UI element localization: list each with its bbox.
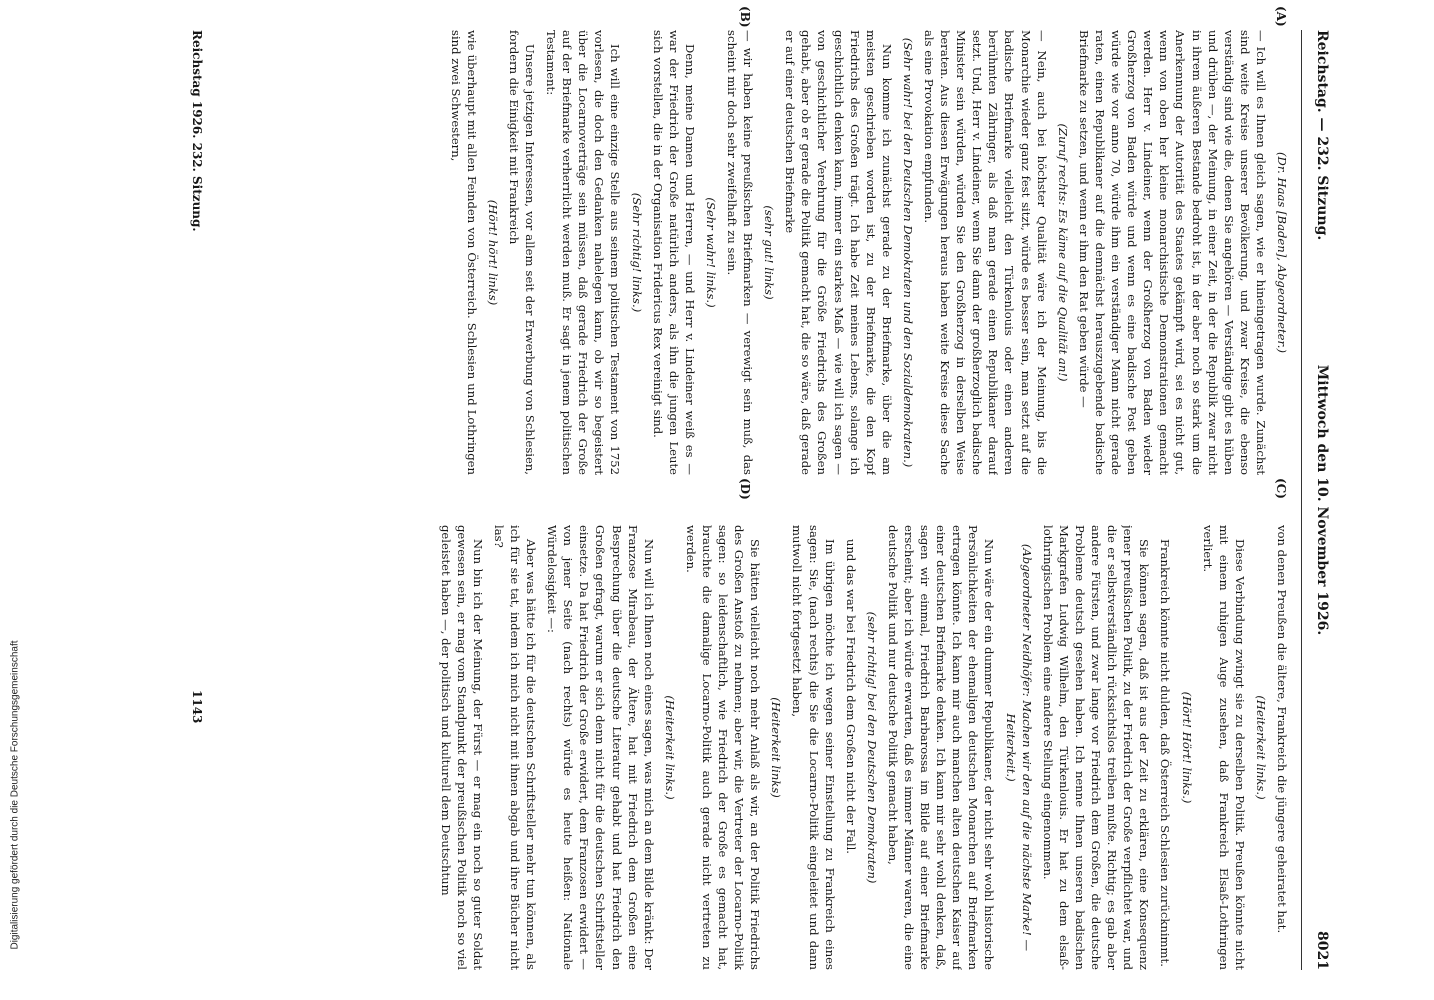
margin-mark-d: (D) — [738, 478, 752, 500]
paragraph: von denen Preußen die ältere, Frankreich die jüngere geheiratet hat. — [1275, 525, 1289, 934]
paragraph: (Dr. Haas [Baden], Abgeordneter.) — [1275, 152, 1289, 353]
watermark-text: Digitalisierung gefördert durch die Deutsche Forschungsgemeinschaft — [9, 640, 21, 950]
paragraph: wie überhaupt mit allen Feinden von Österreich. Schlesien und Lothringen sind zwei Schwestern, — [448, 30, 479, 475]
margin-mark-b: (B) — [738, 6, 752, 28]
paragraph: (sehr gut! links) — [762, 205, 777, 300]
paragraph: — Ich will es Ihnen gleich sagen, wie er hineingetragen wurde. Zunächst sind weite Kreise unserer Bevölkerung, und zwar Kreise, die ebenso verständig sind wie die, denen Sie angehören — Verständige gibt es hüben und drüben —, der Meinung, in einer Zeit, in der die Republik zwar nicht in ihrem äußeren Bestande bedroht ist, in der aber noch so stark um die Anerkennung der Autorität des Staates gekämpft wird, sei es nicht gut, wenn von oben her kleine monarchistische Demonstrationen gemacht werden. Herr v. Lindeiner, wenn der Großherzog von Baden wieder Großherzog von Baden würde und wenn es eine badische Post geben würde wie vor anno 70, würde ihm ein verständiger Mann nicht gerade raten, einen Republikaner auf die demnächst herauszugebende badische Briefmarke zu setzen, und wenn er ihm den Rat geben würde — — [1076, 30, 1268, 475]
paragraph: Aber was hätte ich für die deutschen Schriftsteller mehr tun können, als ich für sie tat, indem ich mich nicht mit ihnen abgab und ihre Bücher nicht las? — [491, 525, 539, 970]
paragraph: (Zuruf rechts: Es käme auf die Qualität an!) — [1055, 123, 1070, 382]
header-date: Mittwoch den 10. November 1926. — [1314, 364, 1330, 636]
paragraph: Diese Verbindung zwingt sie zu derselben Politik. Preußen könnte nicht mit einem ruhigen Auge zusehen, daß Frankreich Elsaß-Lothringen verliert. — [1200, 525, 1247, 970]
paragraph: und das war bei Friedrich dem Großen nicht der Fall. — [843, 539, 858, 854]
paragraph: Im übrigen möchte ich wegen seiner Einstellung zu Frankreich eines sagen: Sie, (nach rechts) die Sie die Locarno-Politik eingeleitet und dann mutwoll nicht fortgesetzt haben, — [790, 525, 837, 970]
paragraph: Ich will eine einzige Stelle aus seinem politischen Testament von 1752 vorlesen, die doch den Gedanken nahelegen kann, ob wir so begeistert über die Locarnoverträge sein müssen, daß gerade Friedrich der Große auf der Briefmarke verherrlicht werden muß. Er sagt in jenem politischen Testament: — [544, 30, 623, 475]
right-column — [210, 525, 1290, 970]
paragraph: Nun komme ich zunächst gerade zu der Briefmarke, über die am meisten geschrieben worden ist, zu der Briefmarke, die den Kopf Friedrichs des Großen trägt. Ich habe Zeit meines Lebens, solange ich geschichtlich denken kann, immer ein starkes Maß — wie will ich sagen — von geschichtlicher Verehrung für die Größe Friedrichs des Großen gehabt, aber ob er gerade die Politik gemacht hat, die so wäre, daß gerade er auf einer deutschen Briefmarke — [783, 30, 894, 475]
paragraph: Denn, meine Damen und Herren, — und Herr v. Lindeiner weiß es — war der Friedrich der Große natürlich anders, als ihn die jungen Leute sich vorstellen, die in der Organisation Fridericus Rex vereinigt sind. — [650, 30, 697, 475]
paragraph: (sehr richtig! bei den Deutschen Demokraten) — [864, 611, 879, 884]
paragraph: Unsere jetzigen Interessen, vor allem seit der Erwerbung von Schlesien, fordern die Einigkeit mit Frankreich — [506, 30, 537, 475]
paragraph: (Hört! hört! links) — [485, 199, 500, 306]
header-rule — [1301, 30, 1302, 970]
header-page-number: 8021 — [1314, 931, 1330, 970]
paragraph: — wir haben keine preußischen Briefmarken — verewigt sein muß, das scheint mir doch sehr zweifelhaft zu sein. — [725, 30, 756, 475]
document-page — [62, 0, 1372, 1000]
header-left: Reichstag. — 232. Sitzung. — [1314, 30, 1330, 241]
paragraph: (Sehr richtig! links.) — [629, 192, 644, 313]
paragraph: Frankreich könnte nicht dulden, daß Österreich Schlesien zurücknimmt. — [1158, 539, 1173, 967]
left-column — [210, 30, 1290, 475]
paragraph: Sie hätten vielleicht noch mehr Anlaß als wir, an der Politik Friedrichs des Großen Anstoß zu nehmen; aber wir, die Vertreter der Locarno-Politik sagen: so leidenschaftlich, wie Friedrich der Große es gemacht hat, brauchte die damalige Locarno-Politik auch gerade nicht vertreten zu werden. — [683, 525, 763, 970]
margin-mark-a: (A) — [1274, 6, 1288, 27]
page-header — [1304, 30, 1330, 970]
footer-session: Reichstag 1926. 232. Sitzung. — [190, 30, 204, 232]
paragraph: Nun wäre der ein dummer Republikaner, der nicht sehr wohl historische Persönlichkeiten der ehemaligen deutschen Monarchen auf Briefmarken ertragen könnte. Ich kann mir auch manchen alten deutschen Kaiser auf einer deutschen Briefmarke denken. Ich kann mir sehr wohl denken, daß, sagen wir einmal, Friedrich Barbarossa im Bilde auf einer Briefmarke erscheint; aber ich würde erwarten, daß es immer Männer waren, die eine deutsche Politik und nur deutsche Politik gemacht haben, — [885, 525, 997, 970]
margin-mark-c: (C) — [1274, 478, 1288, 499]
paragraph: Sie können sagen, daß ist aus der Zeit zu erklären, eine Konsequenz jener preußischen Politik, zu der Friedrich der Große verpflichtet war, und die er selbstverständlich rücksichtslos treiben mußte. Richtig; es gab aber andere Fürsten, und zwar lange vor Friedrich dem Großen, die deutsche Probleme deutsch gesehen haben. Ich nenne Ihnen unseren badischen Markgrafen Ludwig Wilhelm, den Türkenlouis. Er hat zu dem elsaß-lothringischen Problem eine andere Stellung eingenommen. — [1040, 525, 1152, 970]
paragraph: Nun will ich Ihnen noch eines sagen, was mich an dem Bilde kränkt: Der Franzose Mirabeau, der Ältere, hat mit Friedrich dem Großen eine Besprechung über die deutsche Literatur gehabt und hat Friedrich den Großen gefragt, warum er sich denn nicht für die deutschen Schriftsteller einsetze. Da hat Friedrich der Große erwidert, dem Franzosen erwidert — von jener Seite (nach rechts) würde es heute heißen: Nationale Würdelosigkeit —: — [545, 525, 656, 970]
paragraph: (Heiterkeit links) — [769, 697, 784, 798]
paragraph: — Nein, auch bei höchster Qualität wäre ich der Meinung, bis die Monarchie wieder ganz fest sitzt, würde es besser sein, man setzt auf die badische Briefmarke vielleicht den Türkenlouis oder einen anderen berühmten Zähringer, als daß man gerade einen Republikaner darauf setzt. Und, Herr v. Lindeiner, wenn Sie dann der großherzoglich badische Minister sein würden, würden Sie den Großherzog in derselben Weise beraten. Aus diesen Erwägungen heraus haben weite Kreise diese Sache als eine Provokation empfunden. — [922, 30, 1049, 475]
footer-page-number: 1143 — [190, 690, 204, 724]
paragraph: (Sehr wahr! links.) — [703, 197, 718, 308]
paragraph: (Sehr wahr! bei den Deutschen Demokraten und den Sozialdemokraten.) — [900, 37, 915, 468]
paragraph: (Abgeordneter Neidhöfer: Machen wir den auf die nächste Marke! — Heiterkeit.) — [1003, 543, 1034, 952]
paragraph: (Hört! Hört! links.) — [1179, 691, 1194, 804]
paragraph: (Heiterkeit links.) — [662, 695, 677, 800]
paragraph: (Heiterkeit links.) — [1253, 695, 1268, 800]
funding-watermark — [4, 600, 26, 990]
paragraph: Nun bin ich der Meinung, der Fürst — er mag ein noch so guter Soldat gewesen sein, er mag vom Standpunkt der preußischen Politik noch so viel geleistet haben —, der politisch und kulturell dem Deutschtum — [438, 525, 485, 970]
